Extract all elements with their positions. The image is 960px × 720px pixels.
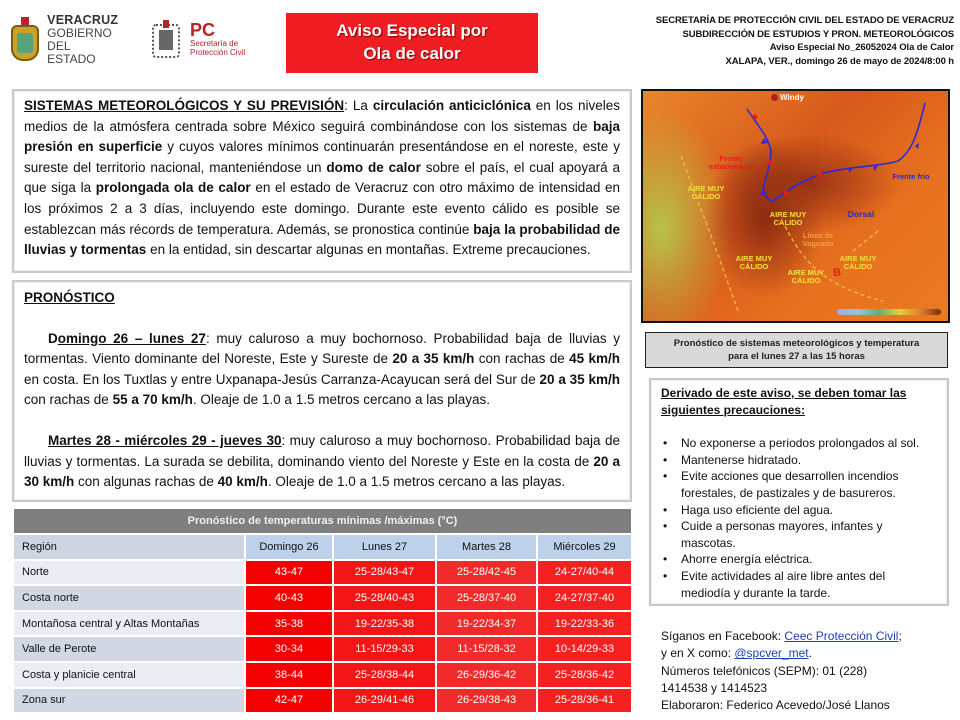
forecast-heading: PRONÓSTICO — [24, 290, 115, 305]
map-caption-line1: Pronóstico de sistemas meteorológicos y temperatura — [673, 338, 920, 349]
temp-cell: 10-14/29-33 — [537, 636, 632, 662]
org-line2: SUBDIRECCIÓN DE ESTUDIOS Y PRON. METEOROLÓGICOS — [682, 28, 954, 40]
list-item: • Mantenerse hidratado. — [661, 452, 937, 469]
list-item: • Haga uso eficiente del agua. — [661, 502, 937, 519]
alert-title-line1: Aviso Especial por — [336, 21, 488, 40]
temp-cell: 26-29/36-42 — [436, 662, 537, 688]
alert-title-line2: Ola de calor — [363, 44, 461, 63]
temp-cell: 38-44 — [245, 662, 333, 688]
temp-cell: 25-28/36-41 — [537, 688, 632, 714]
bold-text: 45 km/h — [569, 351, 620, 367]
temp-cell: 25-28/40-43 — [333, 585, 436, 611]
bold-text: 40 km/h — [217, 474, 268, 490]
weather-forecast-map — [641, 89, 950, 323]
text: y en X como: — [661, 646, 735, 661]
text: : muy caluroso a muy bochornoso. Probabilidad baja de lluvias y tormentas. La surada se debilita, dominando viento del Noreste y Este en la costa de — [24, 432, 620, 469]
temperature-forecast-table — [14, 509, 633, 714]
forecast-period-label: Martes 28 - miércoles 29 - jueves 30 — [48, 432, 282, 448]
text: en el estado de Veracruz con otro máximo de intensidad en los próximos 2 a 3 días, incluyendo este domingo. Durante este evento cálido es posible se establezcan más récords de temperatura. Además, se pronostica continúe — [24, 180, 620, 237]
weather-systems-heading: SISTEMAS METEOROLÓGICOS Y SU PREVISIÓN — [24, 98, 345, 113]
veracruz-government-logo — [8, 14, 120, 66]
bold-text: prolongada ola de calor — [95, 180, 251, 196]
logo-pc-abbr: PC — [190, 20, 216, 40]
temp-cell: 11-15/28-32 — [436, 636, 537, 662]
label-frente-estacionario: Frente estacionario — [708, 154, 754, 171]
text: ; — [898, 629, 902, 643]
temp-cell: 24-27/40-44 — [537, 560, 632, 586]
temp-cell: 35-38 — [245, 611, 333, 637]
logo-pc-line1: Secretaría de — [190, 39, 239, 48]
label-aire-muy-calido: AIRE MUY CÁLIDO — [769, 210, 807, 227]
column-header-domingo: Domingo 26 — [245, 534, 333, 560]
table-row — [14, 585, 632, 611]
text: : muy caluroso a muy bochornoso. Probabilidad baja de lluvias y tormentas. Viento dominante del Noreste, Este y Sureste de — [24, 330, 620, 367]
bold-text: baja la probabilidad de lluvias y tormentas — [24, 221, 620, 258]
label-low-pressure: B — [833, 267, 841, 279]
label-aire-muy-calido: AIRE MUY CÁLIDO — [735, 254, 773, 271]
temp-cell: 43-47 — [245, 560, 333, 586]
label-aire-muy-calido: AIRE MUY CÁLIDO — [839, 254, 877, 271]
temp-cell: 11-15/29-33 — [333, 636, 436, 662]
text: : La — [344, 98, 373, 113]
logo-veracruz-line2: GOBIERNO — [47, 26, 112, 40]
bold-text: baja presión en superficie — [24, 118, 620, 155]
text: . Oleaje de 1.0 a 1.5 metros cercano a las playas. — [192, 392, 491, 408]
bold-text: 20 a 35 km/h — [539, 371, 620, 387]
logo-veracruz-line3: DEL ESTADO — [47, 39, 96, 66]
x-account-link[interactable]: @spcver_met — [734, 646, 809, 661]
temp-cell: 25-28/43-47 — [333, 560, 436, 586]
bold-text: D — [48, 330, 58, 346]
logo-veracruz-line1: VERACRUZ — [47, 13, 119, 27]
list-item: • Cuide a personas mayores, infantes y mascotas. — [661, 518, 937, 551]
precautions-heading: Derivado de este aviso, se deben tomar las siguientes precauciones: — [661, 386, 907, 417]
table-row — [14, 611, 632, 637]
proteccion-civil-emblem-icon — [150, 18, 182, 60]
text: en la entidad, sin descartar algunas en montañas. Extreme precauciones. — [146, 242, 591, 258]
windy-watermark: Windy — [771, 93, 804, 102]
contact-info — [661, 628, 902, 714]
precautions-list — [661, 435, 937, 601]
map-caption — [645, 332, 948, 368]
temp-cell: 25-28/37-40 — [436, 585, 537, 611]
precautions-section — [649, 378, 949, 606]
temp-cell: 19-22/33-36 — [537, 611, 632, 637]
org-line4: XALAPA, VER., domingo 26 de mayo de 2024/8:00 h — [725, 55, 954, 67]
text: y cuyos valores mínimos continuarán presentándose en el noreste, este y sureste del territorio nacional, manteniéndose un — [24, 139, 620, 175]
bold-text: circulación anticiclónica — [372, 98, 531, 113]
temp-cell: 26-29/38-43 — [436, 688, 537, 714]
forecast-paragraph-tue-thu — [24, 431, 620, 493]
list-item: • Evite actividades al aire libre antes del mediodía y durante la tarde. — [661, 568, 937, 601]
label-aire-muy-calido: AIRE MUY CÁLIDO — [687, 184, 725, 201]
column-header-region: Región — [14, 534, 245, 560]
map-caption-line2: para el lunes 27 a las 15 horas — [728, 351, 865, 362]
region-cell: Costa y planicie central — [14, 662, 245, 688]
label-dorsal: Dorsal — [847, 209, 875, 219]
temp-cell: 25-28/36-42 — [537, 662, 632, 688]
text: . — [808, 646, 812, 661]
issuing-organization-header — [656, 14, 954, 68]
org-line1: SECRETARÍA DE PROTECCIÓN CIVIL DEL ESTADO DE VERACRUZ — [655, 15, 954, 26]
bold-text: 55 a 70 km/h — [112, 392, 193, 408]
forecast-paragraph-sun-mon — [24, 329, 620, 411]
temp-cell: 42-47 — [245, 688, 333, 714]
column-header-miercoles: Miércoles 29 — [537, 534, 632, 560]
temp-cell: 25-28/42-45 — [436, 560, 537, 586]
region-cell: Zona sur — [14, 688, 245, 714]
veracruz-coat-of-arms-icon — [8, 17, 41, 63]
temp-cell: 19-22/34-37 — [436, 611, 537, 637]
authors: Elaboraron: Federico Acevedo/José Llanos — [661, 698, 890, 713]
temp-cell: 19-22/35-38 — [333, 611, 436, 637]
text: con rachas de — [474, 351, 570, 367]
fronts-overlay-icon — [643, 91, 950, 323]
bold-text: 20 a 35 km/h — [392, 351, 475, 367]
text: en costa. En los Tuxtlas y entre Uxpanapa-Jesús Carranza-Acayucan será del Sur de — [24, 371, 540, 387]
column-header-lunes: Lunes 27 — [333, 534, 436, 560]
temp-cell: 26-29/41-46 — [333, 688, 436, 714]
temp-cell: 25-28/38-44 — [333, 662, 436, 688]
proteccion-civil-logo — [150, 18, 245, 60]
region-cell: Montañosa central y Altas Montañas — [14, 611, 245, 637]
table-row — [14, 636, 632, 662]
facebook-link[interactable]: Ceec Protección Civil — [784, 629, 899, 643]
region-cell: Valle de Perote — [14, 636, 245, 662]
list-item: • Evite acciones que desarrollen incendios forestales, de pastizales y de basureros. — [661, 468, 937, 501]
table-header-row — [14, 534, 632, 560]
table-caption: Pronóstico de temperaturas mínimas /máximas (°C) — [14, 509, 632, 534]
temp-cell: 24-27/37-40 — [537, 585, 632, 611]
forecast-section — [12, 280, 632, 502]
text: con algunas rachas de — [74, 474, 218, 490]
temp-cell: 40-43 — [245, 585, 333, 611]
label-linea-vaguada: Línea de Vaguada — [802, 231, 834, 248]
text: con rachas de — [24, 392, 113, 408]
label-frente-frio: Frente frío — [892, 172, 930, 181]
label-aire-muy-calido: AIRE MUY CÁLIDO — [787, 268, 825, 285]
region-cell: Norte — [14, 560, 245, 586]
column-header-martes: Martes 28 — [436, 534, 537, 560]
temperature-color-scale — [837, 309, 941, 315]
text: Síganos en Facebook: — [661, 629, 785, 643]
list-item: • No exponerse a periodos prolongados al sol. — [661, 435, 937, 452]
weather-systems-section — [12, 89, 632, 273]
phone-numbers-line2: 1414538 y 1414523 — [661, 680, 768, 695]
list-item: • Ahorre energía eléctrica. — [661, 551, 937, 568]
region-cell: Costa norte — [14, 585, 245, 611]
table-row — [14, 688, 632, 714]
org-line3: Aviso Especial No_26052024 Ola de Calor — [769, 42, 954, 53]
bold-text: 20 a 30 km/h — [24, 453, 620, 490]
alert-title-banner — [286, 13, 538, 73]
text: sobre el país, el cual apoyará a que siga la — [24, 159, 620, 196]
table-row — [14, 560, 632, 586]
bold-text: domo de calor — [326, 159, 421, 175]
text: en los niveles medios de la atmósfera centrada sobre México seguirá combinándose con los sistemas de — [24, 98, 620, 134]
phone-numbers-line1: Números telefónicos (SEPM): 01 (228) — [661, 663, 868, 678]
table-row — [14, 662, 632, 688]
logo-pc-line2: Protección Civil — [190, 48, 246, 57]
forecast-period-label: omingo 26 – lunes 27 — [57, 330, 206, 346]
temp-cell: 30-34 — [245, 636, 333, 662]
text: . Oleaje de 1.0 a 1.5 metros cercano a las playas. — [267, 474, 566, 490]
